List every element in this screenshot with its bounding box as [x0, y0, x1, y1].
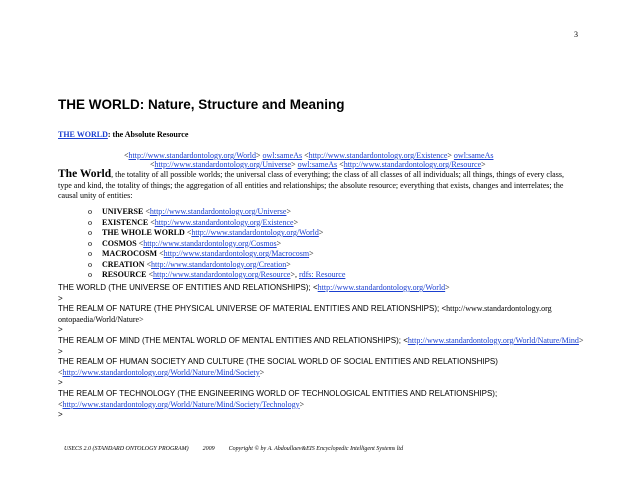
- closing-bracket: >: [58, 293, 63, 303]
- world-synonym-list: [88, 207, 345, 281]
- text-fragment: <: [337, 160, 344, 169]
- subtitle-text: : the Absolute Resource: [107, 130, 189, 139]
- text-fragment: <: [184, 228, 192, 237]
- list-item: [88, 218, 345, 229]
- text-fragment: >: [318, 228, 324, 237]
- rdfs-resource-link[interactable]: rdfs: Resource: [298, 270, 346, 279]
- text-fragment: >: [445, 283, 450, 292]
- realm-text: THE REALM OF NATURE (THE PHYSICAL UNIVERSE OF MATERIAL ENTITIES AND RELATIONSHIPS); <: [58, 304, 447, 314]
- realm-text: THE WORLD (THE UNIVERSE OF ENTITIES AND RELATIONSHIPS); <: [58, 283, 318, 292]
- item-link[interactable]: http://www.standardontology.org/World: [191, 228, 319, 237]
- bullet-marker: o: [88, 228, 92, 237]
- item-name: UNIVERSE: [102, 207, 144, 216]
- page-number: 3: [574, 30, 578, 39]
- existence-link[interactable]: http://www.standardontology.org/Existence: [308, 151, 448, 160]
- bullet-marker: o: [88, 207, 92, 216]
- item-name: COSMOS: [102, 238, 137, 248]
- universe-link[interactable]: http://www.standardontology.org/Universe: [154, 160, 292, 169]
- text-fragment: <: [58, 367, 63, 377]
- list-item: [88, 239, 345, 250]
- text-fragment: <: [136, 238, 144, 248]
- realm-society-url: [58, 368, 583, 379]
- page-footer: [64, 446, 417, 452]
- text-fragment: >: [286, 207, 291, 216]
- item-link[interactable]: http://www.standardontology.org/Resource: [152, 270, 291, 279]
- text-fragment: <: [143, 207, 150, 216]
- bullet-marker: o: [88, 249, 92, 258]
- text-fragment: <: [148, 217, 155, 227]
- world-definition: [58, 169, 578, 202]
- footer-copyright: Copyright © by A. Abdoullaev&EIS Encyclopedic Intelligent Systems ltd: [228, 446, 404, 452]
- realm-technology-url: [58, 400, 583, 411]
- same-as-line-1: [124, 151, 493, 160]
- text-fragment: <: [157, 249, 164, 258]
- item-name: MACROCOSM: [102, 249, 158, 258]
- subtitle: [58, 130, 188, 139]
- text-fragment: <: [124, 151, 129, 160]
- item-link[interactable]: http://www.standardontology.org/Existence: [154, 217, 294, 227]
- footer-year: 2009: [202, 446, 215, 452]
- same-as-link[interactable]: owl:sameAs: [262, 151, 303, 160]
- text-fragment: >: [293, 217, 299, 227]
- closing-bracket: >: [58, 410, 63, 420]
- definition-text: , the totality of all possible worlds; the universal class of everything; the class of all classes of all individuals; all things, things of every class, type and kind, the totality of things; the aggregation of all entities and relationships; the absolute resource; everything that exists, changes and interrelates; the causal unity of entities:: [58, 170, 564, 200]
- realm-url: http://www.standardontology.org: [446, 304, 552, 314]
- item-link[interactable]: http://www.standardontology.org/Cosmos: [143, 238, 277, 248]
- text-fragment: >: [259, 367, 265, 377]
- closing-bracket: >: [58, 378, 63, 388]
- item-name: THE WHOLE WORLD: [102, 228, 185, 237]
- realm-text: THE REALM OF MIND (THE MENTAL WORLD OF MENTAL ENTITIES AND RELATIONSHIPS); <: [58, 335, 408, 345]
- realm-link[interactable]: http://www.standardontology.org/World: [317, 283, 446, 292]
- text-fragment: >: [309, 249, 314, 258]
- text-fragment: <: [150, 160, 155, 169]
- realm-link[interactable]: http://www.standardontology.org/World/Nature/Mind/Society/Technology: [62, 399, 300, 409]
- text-fragment: >: [291, 160, 298, 169]
- text-fragment: >: [286, 259, 291, 269]
- definition-head: The World: [58, 168, 112, 180]
- same-as-line-2: [150, 160, 486, 169]
- text-fragment: <: [58, 399, 63, 409]
- list-item: [88, 207, 345, 218]
- item-name: RESOURCE: [102, 270, 147, 279]
- text-fragment: >: [256, 151, 263, 160]
- same-as-link[interactable]: owl:sameAs: [453, 151, 494, 160]
- realm-link[interactable]: http://www.standardontology.org/World/Nature/Mind: [407, 335, 579, 345]
- closing-bracket: >: [58, 346, 63, 356]
- resource-link[interactable]: http://www.standardontology.org/Resource: [343, 160, 482, 169]
- list-item: [88, 228, 345, 239]
- text-fragment: >: [276, 238, 282, 248]
- realm-mind: [58, 336, 583, 347]
- text-fragment: <: [144, 259, 152, 269]
- bullet-marker: o: [88, 270, 92, 279]
- list-item: [88, 260, 345, 271]
- text-fragment: >: [578, 335, 584, 345]
- item-link[interactable]: http://www.standardontology.org/Creation: [151, 259, 287, 269]
- item-link[interactable]: http://www.standardontology.org/Universe: [149, 207, 287, 216]
- bullet-marker: o: [88, 259, 92, 269]
- bullet-marker: o: [88, 217, 92, 227]
- bullet-marker: o: [88, 238, 92, 248]
- footer-program: USECS 2.0 (STANDARD ONTOLOGY PROGRAM): [64, 446, 189, 452]
- world-link[interactable]: http://www.standardontology.org/World: [128, 151, 257, 160]
- item-name: EXISTENCE: [102, 217, 149, 227]
- subtitle-link[interactable]: THE WORLD: [58, 130, 108, 139]
- list-item: [88, 249, 345, 260]
- closing-bracket: >: [58, 325, 63, 335]
- item-link[interactable]: http://www.standardontology.org/Macrocosm: [163, 249, 310, 258]
- realm-nature: [58, 304, 583, 315]
- text-fragment: >,: [290, 270, 299, 279]
- text-fragment: >: [481, 160, 486, 169]
- realm-world: [58, 283, 583, 294]
- item-name: CREATION: [102, 259, 145, 269]
- text-fragment: <: [302, 151, 309, 160]
- realm-link[interactable]: http://www.standardontology.org/World/Nature/Mind/Society: [62, 367, 260, 377]
- list-item: [88, 270, 345, 281]
- page-title: THE WORLD: Nature, Structure and Meaning: [58, 97, 345, 112]
- realm-technology: THE REALM OF TECHNOLOGY (THE ENGINEERING WORLD OF TECHNOLOGICAL ENTITIES AND RELATIONSHIPS);: [58, 388, 498, 398]
- realms-section: [58, 283, 583, 421]
- realm-url-continuation: ontopaedia/World/Nature>: [58, 314, 144, 324]
- realm-society: THE REALM OF HUMAN SOCIETY AND CULTURE (THE SOCIAL WORLD OF SOCIAL ENTITIES AND RELATIONSHIPS): [58, 357, 498, 367]
- text-fragment: <: [146, 270, 153, 279]
- text-fragment: >: [299, 399, 305, 409]
- same-as-link[interactable]: owl:sameAs: [297, 160, 338, 169]
- text-fragment: >: [447, 151, 454, 160]
